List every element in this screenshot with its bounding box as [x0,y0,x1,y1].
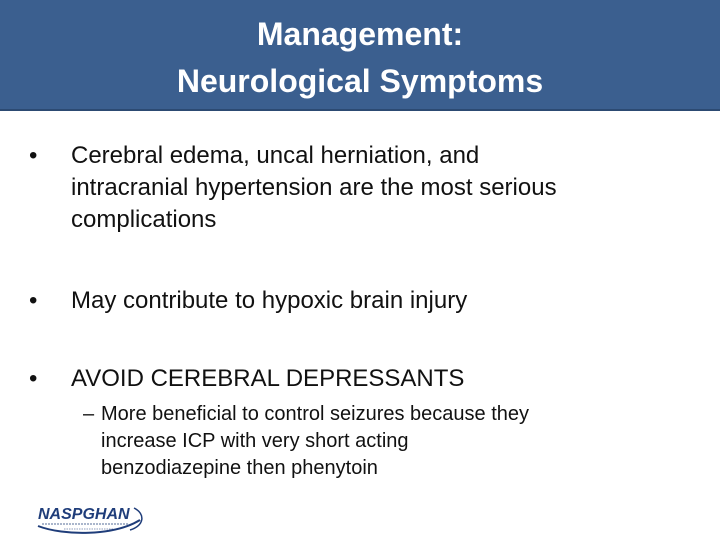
sub-bullet-marker: – [83,403,95,425]
sub-bullet-text [101,401,529,482]
bullet-line: May contribute to hypoxic brain injury [71,287,468,314]
naspghan-logo [34,500,146,536]
bullet-line: complications [71,206,217,233]
bullet-text [71,363,464,395]
slide-title-line-1: Management: [256,16,464,52]
bullet-line: AVOID CEREBRAL DEPRESSANTS [71,365,465,392]
sub-bullet-line: increase ICP with very short acting [101,430,409,452]
bullet-text [71,140,557,236]
logo-text: NASPGHAN [38,506,130,523]
bullet-line: intracranial hypertension are the most serious [71,174,557,201]
logo-arc [130,508,142,530]
title-bar [0,0,720,111]
bullet-text [71,285,467,317]
sub-bullet-line: benzodiazepine then phenytoin [101,457,378,479]
naspghan-logo-graphic [34,500,146,536]
bullet-marker: • [29,365,38,392]
slide-title-line-2: Neurological Symptoms [176,63,544,99]
bullet-line: Cerebral edema, uncal herniation, and [71,142,480,169]
bullet-marker: • [29,287,38,314]
bullet-marker: • [29,142,38,169]
sub-bullet-line: More beneficial to control seizures because they [101,403,530,425]
